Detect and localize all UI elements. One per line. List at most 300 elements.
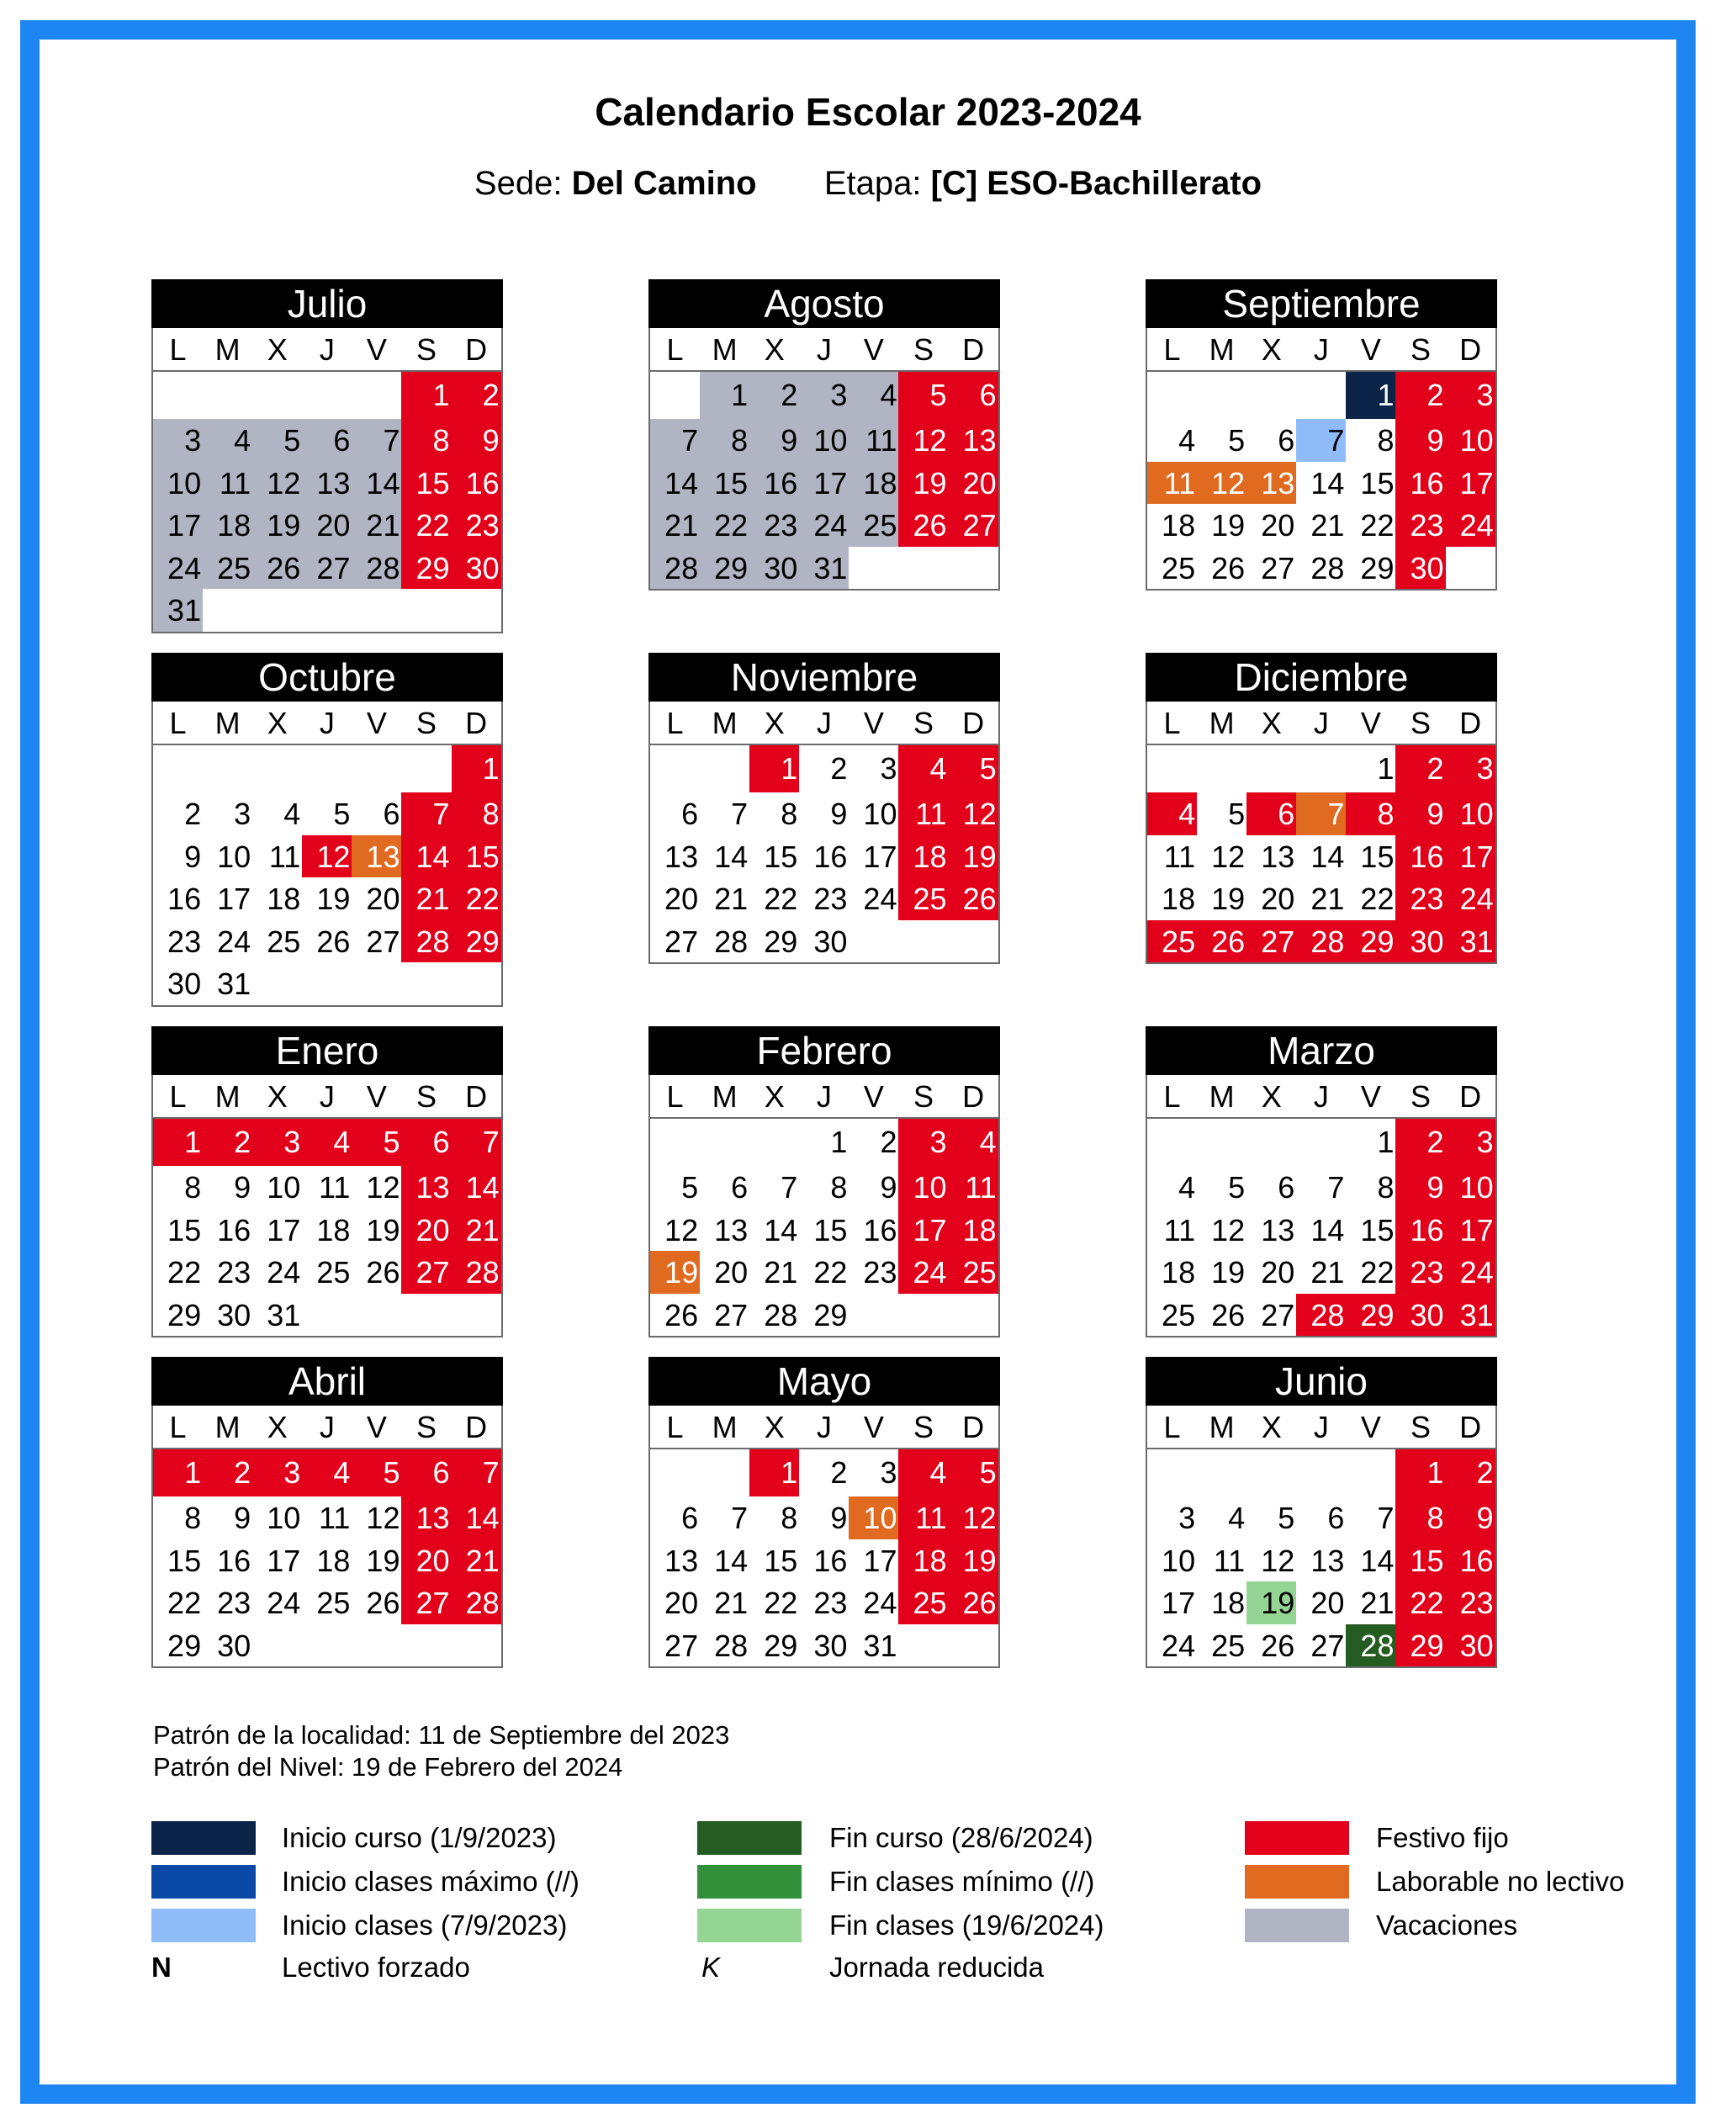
week-row <box>1147 1581 1495 1624</box>
day-cell: 6 <box>1246 792 1296 835</box>
empty-cell <box>252 962 302 1005</box>
weekday-label: M <box>700 328 749 372</box>
day-cell: 4 <box>898 1449 948 1496</box>
weekday-label: L <box>1147 702 1197 745</box>
weekday-label: J <box>1296 1075 1346 1119</box>
day-cell: 28 <box>650 547 700 590</box>
week-row <box>153 1581 501 1624</box>
day-cell: 10 <box>267 1170 301 1205</box>
day-cell: 11 <box>949 1166 998 1209</box>
day-cell: 24 <box>898 1251 948 1294</box>
month-title: Abril <box>151 1357 503 1406</box>
week-row <box>1147 835 1495 878</box>
weekday-label: D <box>452 328 501 372</box>
day-cell: 6 <box>302 419 352 462</box>
day-cell: 1 <box>1395 1449 1445 1496</box>
day-cell: 14 <box>1360 1543 1395 1578</box>
day-cell: 7 <box>781 1170 798 1205</box>
weekday-label: X <box>749 702 799 745</box>
day-cell: 14 <box>1310 839 1345 874</box>
note-patron-nivel: Patrón del Nivel: 19 de Febrero del 2024 <box>153 1752 623 1782</box>
empty-cell <box>1147 1449 1197 1496</box>
week-row <box>650 1119 998 1166</box>
week-row <box>650 877 998 920</box>
weekday-label: J <box>1296 328 1346 372</box>
day-cell: 15 <box>401 462 451 505</box>
legend-symbol: N <box>151 1952 172 1983</box>
day-cell: 6 <box>681 1501 699 1535</box>
month-days <box>1146 1075 1497 1337</box>
weekday-label: M <box>700 702 749 745</box>
weekday-label: M <box>1197 328 1246 372</box>
empty-cell <box>1346 1449 1395 1496</box>
empty-cell <box>1147 372 1197 419</box>
day-cell: 30 <box>217 1628 251 1663</box>
day-cell: 15 <box>1395 1539 1445 1582</box>
day-cell: 20 <box>664 1586 699 1620</box>
notes <box>153 1719 729 1783</box>
day-cell: 10 <box>1446 419 1495 462</box>
day-cell: 4 <box>898 745 948 792</box>
day-cell: 22 <box>1360 1255 1395 1290</box>
month-junio <box>1146 1357 1497 1668</box>
day-cell: 15 <box>1360 1212 1395 1247</box>
day-cell: 17 <box>1162 1586 1196 1620</box>
day-cell: 1 <box>830 1125 848 1159</box>
day-cell: 18 <box>1162 508 1196 543</box>
day-cell: 10 <box>217 839 251 874</box>
empty-cell <box>949 1294 998 1337</box>
legend-label: Vacaciones <box>1376 1909 1518 1941</box>
day-cell: 9 <box>1395 1166 1445 1209</box>
day-cell: 12 <box>252 462 302 505</box>
week-row <box>153 792 501 835</box>
day-cell: 20 <box>1261 1255 1295 1290</box>
weekday-label: J <box>302 702 352 745</box>
weekday-label: D <box>1446 328 1495 372</box>
day-cell: 14 <box>401 835 451 878</box>
day-cell: 22 <box>167 1586 202 1620</box>
day-cell: 1 <box>700 372 749 419</box>
weekday-label: D <box>949 1406 998 1449</box>
week-row <box>153 1209 501 1252</box>
day-cell: 22 <box>401 504 451 547</box>
day-cell: 22 <box>700 504 749 547</box>
day-cell: 12 <box>664 1212 699 1247</box>
weekday-label: M <box>1197 702 1246 745</box>
day-cell: 28 <box>1296 920 1346 963</box>
day-cell: 28 <box>714 1628 749 1663</box>
week-row <box>1147 1449 1495 1496</box>
weekday-label: V <box>1346 1075 1395 1119</box>
day-cell: 10 <box>267 1501 301 1535</box>
day-cell: 20 <box>1310 1586 1345 1620</box>
day-cell: 5 <box>1228 423 1246 458</box>
month-title: Julio <box>151 279 503 328</box>
legend-swatch <box>1245 1865 1349 1899</box>
legend-label: Inicio curso (1/9/2023) <box>282 1822 557 1853</box>
month-days <box>151 1406 503 1668</box>
weekday-label: D <box>1446 702 1495 745</box>
day-cell: 16 <box>749 462 799 505</box>
month-title: Agosto <box>648 279 1000 328</box>
weekday-label: L <box>153 1406 203 1449</box>
weekday-header <box>153 1075 501 1119</box>
day-cell: 30 <box>1395 547 1445 590</box>
day-cell: 8 <box>781 797 798 831</box>
day-cell: 11 <box>1163 1212 1196 1247</box>
day-cell: 6 <box>1278 423 1295 458</box>
etapa-value: [C] ESO-Bachillerato <box>930 165 1262 202</box>
day-cell: 13 <box>401 1166 451 1209</box>
day-cell: 24 <box>1446 1251 1495 1294</box>
day-cell: 4 <box>949 1119 998 1166</box>
day-cell: 4 <box>1178 1170 1196 1205</box>
day-cell: 27 <box>401 1251 451 1294</box>
day-cell: 21 <box>714 1586 749 1620</box>
day-cell: 20 <box>714 1255 749 1290</box>
weekday-label: S <box>1395 702 1445 745</box>
day-cell: 2 <box>880 1125 897 1159</box>
month-days <box>648 702 1000 964</box>
day-cell: 28 <box>452 1581 501 1624</box>
weekday-header <box>650 1075 998 1119</box>
empty-cell <box>252 1624 302 1667</box>
week-row <box>1147 1294 1495 1337</box>
day-cell: 24 <box>267 1255 301 1290</box>
day-cell: 26 <box>949 1581 998 1624</box>
day-cell: 28 <box>452 1251 501 1294</box>
week-row <box>153 462 501 505</box>
day-cell: 16 <box>863 1212 897 1247</box>
weekday-label: L <box>650 1075 700 1119</box>
day-cell: 27 <box>664 1628 699 1663</box>
day-cell: 2 <box>203 1119 252 1166</box>
empty-cell <box>452 589 501 632</box>
day-cell: 10 <box>898 1166 948 1209</box>
day-cell: 16 <box>1395 835 1445 878</box>
month-title: Diciembre <box>1146 653 1497 702</box>
empty-cell <box>352 372 401 419</box>
month-title: Mayo <box>648 1357 1000 1406</box>
legend-label: Festivo fijo <box>1376 1822 1509 1853</box>
day-cell: 1 <box>749 1449 799 1496</box>
day-cell: 19 <box>1211 508 1246 543</box>
day-cell: 29 <box>1346 1294 1395 1337</box>
empty-cell <box>700 1449 749 1496</box>
weekday-label: V <box>352 1075 401 1119</box>
weekday-label: X <box>1246 328 1296 372</box>
week-row <box>153 1119 501 1166</box>
week-row <box>650 372 998 419</box>
day-cell: 23 <box>813 882 848 916</box>
day-cell: 29 <box>764 1628 798 1663</box>
day-cell: 3 <box>252 1449 302 1496</box>
empty-cell <box>352 745 401 792</box>
day-cell: 13 <box>1261 839 1295 874</box>
day-cell: 22 <box>1360 508 1395 543</box>
day-cell: 11 <box>1163 839 1196 874</box>
day-cell: 21 <box>452 1539 501 1582</box>
day-cell: 11 <box>268 839 301 874</box>
day-cell: 4 <box>302 1119 352 1166</box>
day-cell: 30 <box>1395 920 1445 963</box>
empty-cell <box>749 1119 799 1166</box>
month-days <box>151 702 503 1007</box>
empty-cell <box>452 1624 501 1667</box>
empty-cell <box>700 1119 749 1166</box>
day-cell: 27 <box>1261 1297 1295 1332</box>
day-cell: 19 <box>1211 882 1246 916</box>
day-cell: 5 <box>949 1449 998 1496</box>
day-cell: 14 <box>1310 465 1345 501</box>
day-cell: 24 <box>153 547 203 590</box>
day-cell: 19 <box>252 504 302 547</box>
week-row <box>650 1496 998 1539</box>
week-row <box>650 792 998 835</box>
weekday-label: S <box>401 1075 451 1119</box>
empty-cell <box>302 1294 352 1337</box>
day-cell: 29 <box>452 920 501 963</box>
day-cell: 16 <box>217 1543 251 1578</box>
day-cell: 3 <box>1446 1119 1495 1166</box>
day-cell: 15 <box>167 1543 202 1578</box>
day-cell: 5 <box>252 419 302 462</box>
day-cell: 14 <box>352 462 401 505</box>
day-cell: 21 <box>1310 508 1345 543</box>
day-cell: 27 <box>949 504 998 547</box>
day-cell: 6 <box>401 1119 451 1166</box>
weekday-label: J <box>1296 1406 1346 1449</box>
week-row <box>1147 419 1495 462</box>
week-row <box>650 1294 998 1337</box>
weekday-label: X <box>252 1406 302 1449</box>
day-cell: 5 <box>681 1170 699 1205</box>
day-cell: 19 <box>316 882 351 916</box>
legend-label: Lectivo forzado <box>282 1952 470 1983</box>
day-cell: 9 <box>1446 1496 1495 1539</box>
note-patron-localidad: Patrón de la localidad: 11 de Septiembre del 2023 <box>153 1720 730 1750</box>
day-cell: 30 <box>167 967 202 1001</box>
day-cell: 5 <box>333 797 351 831</box>
day-cell: 23 <box>863 1255 897 1290</box>
weekday-label: V <box>352 1406 401 1449</box>
day-cell: 29 <box>1395 1624 1445 1667</box>
day-cell: 25 <box>316 1255 351 1290</box>
empty-cell <box>1197 372 1246 419</box>
weekday-label: M <box>700 1406 749 1449</box>
day-cell: 15 <box>764 839 798 874</box>
day-cell: 23 <box>749 504 799 547</box>
weekday-header <box>1147 1406 1495 1449</box>
weekday-header <box>153 1406 501 1449</box>
day-cell: 14 <box>714 1543 749 1578</box>
empty-cell <box>1296 745 1346 792</box>
weekday-label: L <box>650 702 700 745</box>
week-row <box>1147 1624 1495 1667</box>
day-cell: 31 <box>217 967 251 1001</box>
month-title: Noviembre <box>648 653 1000 702</box>
weekday-label: J <box>799 1406 849 1449</box>
month-title: Junio <box>1146 1357 1497 1406</box>
month-days <box>648 1075 1000 1337</box>
day-cell: 25 <box>949 1251 998 1294</box>
legend-swatch <box>697 1865 802 1899</box>
day-cell: 2 <box>749 372 799 419</box>
day-cell: 19 <box>949 1539 998 1582</box>
day-cell: 26 <box>949 877 998 920</box>
day-cell: 21 <box>714 882 749 916</box>
weekday-label: X <box>749 328 799 372</box>
empty-cell <box>1246 1449 1296 1496</box>
weekday-label: V <box>1346 702 1395 745</box>
day-cell: 21 <box>401 877 451 920</box>
day-cell: 27 <box>664 924 699 959</box>
day-cell: 10 <box>849 1496 898 1539</box>
day-cell: 5 <box>898 372 948 419</box>
empty-cell <box>1296 1119 1346 1166</box>
legend-label: Fin clases (19/6/2024) <box>829 1909 1104 1941</box>
day-cell: 25 <box>1211 1628 1246 1663</box>
day-cell: 7 <box>1296 792 1346 835</box>
weekday-header <box>153 702 501 745</box>
day-cell: 26 <box>316 924 351 959</box>
empty-cell <box>1197 1449 1246 1496</box>
day-cell: 26 <box>1211 1297 1246 1332</box>
day-cell: 26 <box>1211 550 1246 585</box>
weekday-label: D <box>949 702 998 745</box>
day-cell: 18 <box>898 835 948 878</box>
empty-cell <box>153 745 203 792</box>
day-cell: 22 <box>167 1255 202 1290</box>
day-cell: 29 <box>1346 920 1395 963</box>
day-cell: 17 <box>898 1209 948 1252</box>
day-cell: 6 <box>1327 1501 1345 1535</box>
day-cell: 17 <box>1446 835 1495 878</box>
month-enero <box>151 1026 503 1337</box>
weekday-label: J <box>799 702 849 745</box>
day-cell: 27 <box>1261 550 1295 585</box>
weekday-label: J <box>302 328 352 372</box>
day-cell: 26 <box>252 547 302 590</box>
day-cell: 31 <box>153 589 203 632</box>
empty-cell <box>898 1624 948 1667</box>
day-cell: 6 <box>681 797 699 831</box>
month-days <box>1146 1406 1497 1668</box>
day-cell: 17 <box>267 1212 301 1247</box>
day-cell: 14 <box>452 1166 501 1209</box>
empty-cell <box>949 1624 998 1667</box>
week-row <box>153 1624 501 1667</box>
day-cell: 30 <box>1395 1294 1445 1337</box>
day-cell: 13 <box>1310 1543 1345 1578</box>
day-cell: 1 <box>452 745 501 792</box>
day-cell: 5 <box>352 1449 401 1496</box>
day-cell: 24 <box>863 882 897 916</box>
day-cell: 18 <box>949 1209 998 1252</box>
day-cell: 15 <box>700 462 749 505</box>
week-row <box>1147 920 1495 963</box>
day-cell: 23 <box>1395 877 1445 920</box>
day-cell: 17 <box>1446 462 1495 505</box>
day-cell: 2 <box>1395 372 1445 419</box>
day-cell: 4 <box>203 419 252 462</box>
week-row <box>153 419 501 462</box>
day-cell: 22 <box>452 877 501 920</box>
weekday-label: M <box>203 1075 252 1119</box>
empty-cell <box>650 1119 700 1166</box>
day-cell: 3 <box>898 1119 948 1166</box>
day-cell: 5 <box>1228 797 1246 831</box>
month-mayo <box>648 1357 1000 1668</box>
empty-cell <box>203 589 252 632</box>
day-cell: 1 <box>1377 751 1395 786</box>
day-cell: 28 <box>1346 1624 1395 1667</box>
empty-cell <box>849 547 898 590</box>
month-marzo <box>1146 1026 1497 1337</box>
day-cell: 5 <box>352 1119 401 1166</box>
day-cell: 10 <box>863 797 897 831</box>
weekday-label: V <box>352 328 401 372</box>
weekday-label: S <box>898 1075 948 1119</box>
empty-cell <box>302 745 352 792</box>
week-row <box>650 419 998 462</box>
weekday-header <box>650 1406 998 1449</box>
day-cell: 28 <box>352 547 401 590</box>
weekday-header <box>1147 702 1495 745</box>
day-cell: 12 <box>949 792 998 835</box>
day-cell: 9 <box>234 1501 251 1535</box>
day-cell: 6 <box>401 1449 451 1496</box>
month-days <box>151 328 503 633</box>
day-cell: 26 <box>366 1586 400 1620</box>
day-cell: 30 <box>1446 1624 1495 1667</box>
empty-cell <box>401 1294 451 1337</box>
week-row <box>1147 1166 1495 1209</box>
day-cell: 13 <box>949 419 998 462</box>
day-cell: 24 <box>799 504 849 547</box>
day-cell: 8 <box>452 792 501 835</box>
month-days <box>1146 702 1497 964</box>
day-cell: 27 <box>302 547 352 590</box>
day-cell: 20 <box>1261 882 1295 916</box>
day-cell: 28 <box>1296 1294 1346 1337</box>
empty-cell <box>1296 372 1346 419</box>
day-cell: 28 <box>764 1297 798 1332</box>
day-cell: 16 <box>813 1543 848 1578</box>
month-agosto <box>648 279 1000 591</box>
day-cell: 5 <box>1278 1501 1295 1535</box>
weekday-label: V <box>849 1075 898 1119</box>
day-cell: 17 <box>799 462 849 505</box>
week-row <box>1147 1119 1495 1166</box>
day-cell: 3 <box>1178 1501 1196 1535</box>
day-cell: 8 <box>1377 1170 1395 1205</box>
day-cell: 26 <box>664 1297 699 1332</box>
sede-label: Sede: <box>474 165 563 202</box>
day-cell: 13 <box>1261 1212 1295 1247</box>
day-cell: 4 <box>1178 423 1196 458</box>
weekday-label: L <box>153 702 203 745</box>
day-cell: 21 <box>1360 1586 1395 1620</box>
empty-cell <box>1197 1119 1246 1166</box>
weekday-header <box>650 702 998 745</box>
day-cell: 15 <box>813 1212 848 1247</box>
weekday-header <box>1147 328 1495 372</box>
weekday-label: X <box>749 1406 799 1449</box>
empty-cell <box>302 962 352 1005</box>
month-days <box>151 1075 503 1337</box>
